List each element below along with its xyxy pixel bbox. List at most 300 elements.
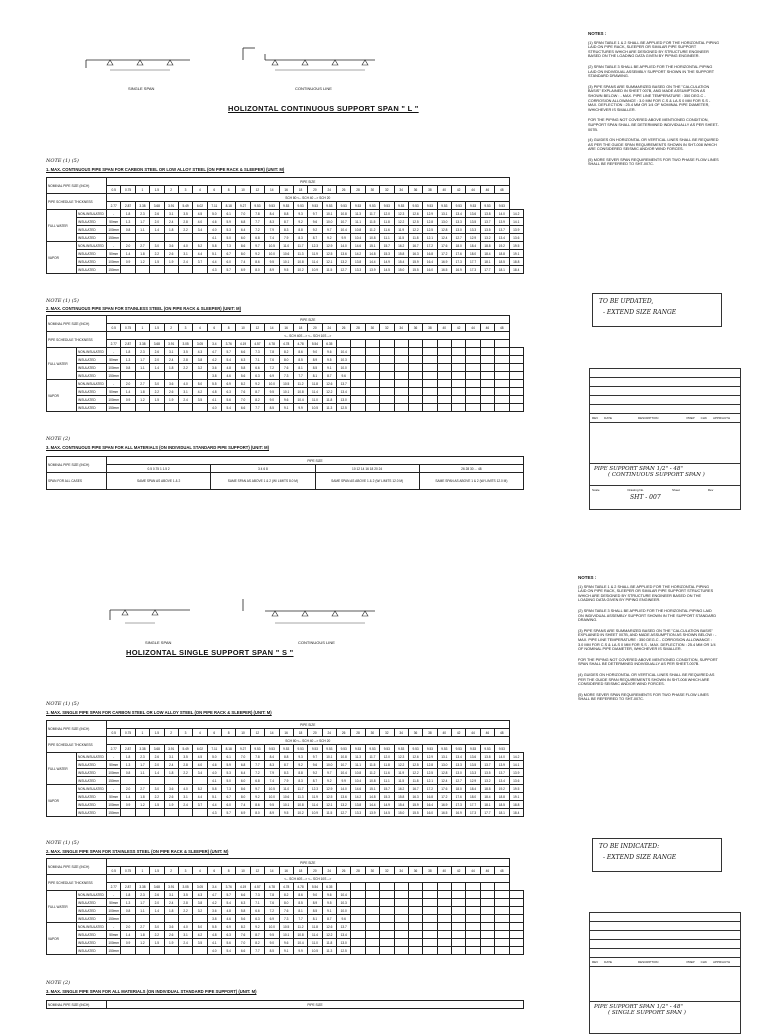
span-value-cell: 7.2 — [265, 907, 279, 915]
span-value-cell: 6.0 — [222, 258, 236, 266]
span-value-cell: 5.0 — [193, 923, 207, 931]
span-value-cell — [394, 891, 408, 899]
span-value-cell: 4.0 — [178, 785, 192, 793]
span-value-cell — [495, 939, 509, 947]
span-value-cell — [351, 364, 365, 372]
thickness-cell: 6.35 — [322, 883, 336, 891]
span-value-cell: 4.3 — [207, 266, 221, 274]
insulation-cell: INSULATED — [77, 258, 107, 266]
span-value-cell: 10.1 — [279, 801, 293, 809]
span-value-cell: 5.4 — [222, 947, 236, 955]
span-value-cell: 8.8 — [293, 226, 307, 234]
span-value-cell: 0.8 — [121, 364, 135, 372]
size-cell: 10 — [236, 867, 250, 875]
thickness-cell: 9.53 — [466, 745, 480, 753]
span-value-cell: 13.3 — [466, 769, 480, 777]
span-value-cell — [495, 899, 509, 907]
span-value-cell — [452, 380, 466, 388]
span-value-cell — [380, 947, 394, 955]
span-value-cell: 10.8 — [337, 753, 351, 761]
span-value-cell: 6.6 — [236, 947, 250, 955]
span-value-cell: 4.6 — [222, 372, 236, 380]
insulation-cell: INSULATED — [77, 218, 107, 226]
size-cell: 6 — [207, 867, 221, 875]
size-cell: 46 — [480, 867, 494, 875]
span-value-cell: 11.5 — [322, 809, 336, 817]
thickness-cell: 9.53 — [279, 745, 293, 753]
span-value-cell: 8.5 — [265, 404, 279, 412]
thickness-cell: 6.35 — [322, 340, 336, 348]
span-value-cell: 10.4 — [293, 396, 307, 404]
span-value-cell: 10.0 — [322, 218, 336, 226]
span-value-cell: 9.7 — [250, 242, 264, 250]
size-cell: 38 — [423, 867, 437, 875]
span-value-cell: 12.9 — [423, 210, 437, 218]
span-value-cell: 17.6 — [437, 785, 451, 793]
span-value-cell: 9.5 — [265, 388, 279, 396]
span-value-cell: 10.8 — [365, 234, 379, 242]
span-value-cell: 8.7 — [308, 234, 322, 242]
span-value-cell — [380, 380, 394, 388]
span-value-cell — [437, 396, 451, 404]
size-cell: 46 — [480, 186, 494, 194]
span-value-cell: 19.5 — [509, 242, 524, 250]
thickness-cell: 2.77 — [107, 745, 121, 753]
span-value-cell: 1.5 — [150, 258, 164, 266]
span-value-cell: 14.9 — [380, 258, 394, 266]
span-value-cell: 10.8 — [351, 226, 365, 234]
span-value-cell — [466, 372, 480, 380]
table-heading: 2. MAX. CONTINUOUS PIPE SPAN FOR STAINLESS STEEL (ON PIPE RACK & SLEEPER) (UNIT: M) — [46, 306, 241, 311]
insulation-thk-cell: 100mm — [108, 908, 119, 913]
insulation-cell: NON-INSULATED — [77, 210, 107, 218]
insulation-thk-cell: - — [107, 380, 121, 388]
insulation-thk-cell: 150mm — [108, 916, 119, 921]
size-cell: 24 — [322, 867, 336, 875]
size-cell: 26 — [337, 729, 351, 737]
span-value-cell: 1.9 — [164, 396, 178, 404]
span-value-cell: 2.8 — [178, 899, 192, 907]
size-cell: 40 — [437, 867, 451, 875]
size-cell: 1 — [135, 729, 149, 737]
size-cell: 16 — [279, 324, 293, 332]
span-value-cell — [466, 380, 480, 388]
span-value-cell: 12.5 — [322, 250, 336, 258]
span-value-cell: 1.2 — [135, 396, 149, 404]
nominal-size-cell: NOMINAL PIPE SIZE (INCH) — [47, 859, 107, 875]
span-value-cell — [351, 915, 365, 923]
thickness-cell: 9.53 — [322, 745, 336, 753]
span-value-cell: 12.4 — [437, 777, 451, 785]
span-value-cell: 16.9 — [437, 258, 451, 266]
span-value-cell — [509, 907, 524, 915]
span-value-cell: 1.8 — [164, 226, 178, 234]
span-value-cell — [466, 356, 480, 364]
span-value-cell: 12.8 — [437, 226, 451, 234]
span-value-cell: 9.9 — [337, 777, 351, 785]
span-value-cell: 4.6 — [207, 218, 221, 226]
span-value-cell — [351, 372, 365, 380]
size-cell: 8 — [222, 729, 236, 737]
span-value-cell: 16.4 — [423, 801, 437, 809]
span-value-cell: 12.2 — [394, 218, 408, 226]
span-value-cell: 2.6 — [150, 753, 164, 761]
span-value-cell — [452, 939, 466, 947]
span-value-cell: 1.8 — [121, 891, 135, 899]
span-value-cell: 3.0 — [150, 923, 164, 931]
span-value-cell: 9.2 — [293, 761, 307, 769]
span-value-cell: 1.9 — [164, 939, 178, 947]
group-cell: VAPOR — [47, 242, 77, 274]
span-value-cell — [509, 931, 524, 939]
span-value-cell: 4.8 — [222, 364, 236, 372]
span-value-cell — [466, 899, 480, 907]
span-value-cell: 3.1 — [178, 931, 192, 939]
span-value-cell — [121, 777, 135, 785]
thickness-cell — [408, 883, 422, 891]
span-value-cell: 9.2 — [250, 793, 264, 801]
note-ref: NOTE (2) — [46, 436, 71, 442]
span-value-cell — [178, 777, 192, 785]
thickness-cell: 3.05 — [178, 883, 192, 891]
thickness-cell: 2.77 — [107, 883, 121, 891]
span-value-cell: 9.2 — [250, 923, 264, 931]
span-value-cell: 9.0 — [308, 891, 322, 899]
span-value-cell — [150, 809, 164, 817]
sizes-cell: 3 4 6 8 — [211, 465, 315, 473]
span-value-cell: 9.3 — [293, 210, 307, 218]
span-value-cell — [408, 907, 422, 915]
span-value-cell: 10.4 — [337, 769, 351, 777]
span-value-cell — [193, 947, 207, 955]
size-cell: 14 — [265, 867, 279, 875]
size-cell: 28 — [351, 324, 365, 332]
insulation-thk-cell: 150mm — [108, 810, 119, 815]
span-value-cell: 5.2 — [193, 242, 207, 250]
span-value-cell: 3.5 — [178, 210, 192, 218]
size-cell: 6 — [207, 324, 221, 332]
span-value-cell — [495, 364, 509, 372]
size-cell: 24 — [322, 729, 336, 737]
span-value-cell: 5.1 — [207, 793, 221, 801]
span-value-cell: 12.9 — [466, 234, 480, 242]
span-value-cell — [423, 388, 437, 396]
span-value-cell: 14.5 — [380, 266, 394, 274]
span-value-cell: 8.6 — [250, 801, 264, 809]
span-value-cell — [437, 931, 451, 939]
span-value-cell: 11.3 — [351, 210, 365, 218]
size-cell: 46 — [480, 324, 494, 332]
size-cell: 12 — [250, 729, 264, 737]
span-value-cell: 9.6 — [279, 939, 293, 947]
span-value-cell: 18.4 — [509, 266, 524, 274]
thickness-cell: 9.53 — [351, 202, 365, 210]
span-value-cell: 8.3 — [293, 234, 307, 242]
span-value-cell — [423, 404, 437, 412]
size-cell: 0.75 — [121, 324, 135, 332]
span-value-cell: 8.8 — [279, 753, 293, 761]
span-value-cell: 2.3 — [135, 348, 149, 356]
span-value-cell — [408, 899, 422, 907]
span-value-cell: 14.5 — [380, 809, 394, 817]
span-value-cell: 8.2 — [279, 891, 293, 899]
thickness-cell: 4.78 — [265, 883, 279, 891]
pipe-size-cell: PIPE SIZE — [107, 178, 510, 186]
span-value-cell: 6.3 — [236, 356, 250, 364]
span-value-cell: 3.1 — [164, 348, 178, 356]
thickness-cell: 3.05 — [178, 340, 192, 348]
span-value-cell: 6.0 — [236, 234, 250, 242]
thickness-cell: 9.53 — [423, 745, 437, 753]
span-value-cell: 6.8 — [250, 234, 264, 242]
size-cell: 30 — [365, 729, 379, 737]
span-value-cell: 3.6 — [207, 364, 221, 372]
span-value-cell: 8.9 — [308, 356, 322, 364]
span-value-cell: 1.1 — [135, 769, 149, 777]
size-cell: 1 — [135, 324, 149, 332]
span-value-cell: 15.5 — [408, 266, 422, 274]
span-value-cell — [394, 396, 408, 404]
span-value-cell — [150, 777, 164, 785]
span-value-cell: 7.8 — [250, 753, 264, 761]
span-value-cell: 1.4 — [121, 250, 135, 258]
span-value-cell — [351, 939, 365, 947]
size-cell: 30 — [365, 867, 379, 875]
size-cell: 34 — [394, 867, 408, 875]
span-value-cell: 8.2 — [250, 939, 264, 947]
span-value-cell: 10.3 — [337, 899, 351, 907]
thickness-cell: 9.53 — [250, 745, 264, 753]
span-value-cell — [480, 931, 494, 939]
span-value-cell: 10.2 — [293, 809, 307, 817]
span-value-cell — [437, 915, 451, 923]
thickness-cell — [337, 340, 351, 348]
span-value-cell: 10.1 — [279, 258, 293, 266]
span-value-cell: 11.5 — [365, 761, 379, 769]
span-value-cell: 9.6 — [308, 218, 322, 226]
span-value-cell: 2.0 — [150, 899, 164, 907]
span-value-cell: 7.6 — [265, 899, 279, 907]
thickness-cell: 9.53 — [437, 202, 451, 210]
thickness-cell: 9.53 — [337, 202, 351, 210]
span-value-cell: 9.6 — [308, 761, 322, 769]
span-value-cell: 2.4 — [164, 218, 178, 226]
size-cell: 0.5 — [107, 324, 121, 332]
note-ref: NOTE (1) (5) — [46, 840, 79, 846]
span-value-cell: 3.0 — [150, 785, 164, 793]
span-value-cell: 9.2 — [308, 226, 322, 234]
group-cell: VAPOR — [47, 923, 77, 955]
span-value-cell: 18.4 — [466, 242, 480, 250]
size-cell: 6 — [207, 729, 221, 737]
span-value-cell: 19.2 — [495, 242, 509, 250]
span-value-cell: 6.9 — [236, 809, 250, 817]
span-value-cell: 10.1 — [279, 931, 293, 939]
group-cell: VAPOR — [47, 380, 77, 412]
span-value-cell: 7.0 — [236, 939, 250, 947]
span-value-cell: 3.8 — [207, 915, 221, 923]
span-value-cell: 6.9 — [265, 372, 279, 380]
span-value-cell: 6.6 — [250, 907, 264, 915]
span-value-cell: 8.1 — [308, 372, 322, 380]
span-value-cell — [178, 372, 192, 380]
span-value-cell: 18.1 — [480, 801, 494, 809]
span-value-cell — [423, 931, 437, 939]
span-value-cell: 0.9 — [121, 939, 135, 947]
span-value-cell: 13.4 — [495, 234, 509, 242]
span-value-cell: 1.8 — [135, 250, 149, 258]
span-value-cell — [452, 348, 466, 356]
span-value-cell: 18.8 — [495, 793, 509, 801]
thickness-cell: 3.76 — [222, 883, 236, 891]
span-value-cell: 3.2 — [193, 364, 207, 372]
span-value-cell: 7.4 — [265, 777, 279, 785]
thickness-cell — [437, 340, 451, 348]
span-value-cell — [437, 899, 451, 907]
span-value-cell: 1.5 — [150, 801, 164, 809]
span-value-cell: 8.6 — [250, 258, 264, 266]
size-cell: 28 — [351, 186, 365, 194]
thickness-cell: 9.53 — [351, 745, 365, 753]
span-value-cell: 7.3 — [222, 242, 236, 250]
span-value-cell: 13.8 — [480, 753, 494, 761]
span-value-cell — [408, 915, 422, 923]
size-cell: 40 — [437, 729, 451, 737]
span-value-cell: 10.8 — [351, 769, 365, 777]
span-value-cell: 12.7 — [337, 266, 351, 274]
size-cell: 30 — [365, 324, 379, 332]
size-cell: 20 — [308, 186, 322, 194]
size-cell: 4 — [193, 729, 207, 737]
span-value-cell: 5.7 — [222, 891, 236, 899]
continuous-line-label: CONTINUOUS LINE — [298, 640, 335, 645]
span-value-cell: 1.7 — [135, 761, 149, 769]
span-value-cell — [437, 388, 451, 396]
span-value-cell — [150, 404, 164, 412]
span-value-cell: 7.3 — [250, 348, 264, 356]
span-value-cell: 1.8 — [121, 210, 135, 218]
thickness-cell: 3.4 — [207, 340, 221, 348]
size-cell: 32 — [380, 186, 394, 194]
span-value-cell — [380, 923, 394, 931]
span-value-cell: 2.6 — [150, 891, 164, 899]
thickness-cell: 9.53 — [380, 202, 394, 210]
span-cell: SAME SPAN AS ABOVE 1 & 2 (W/ LIMITS 12.0 M) — [419, 473, 523, 490]
span-value-cell — [380, 899, 394, 907]
span-value-cell: 11.0 — [279, 785, 293, 793]
span-value-cell: 4.0 — [193, 218, 207, 226]
span-value-cell: 18.8 — [509, 258, 524, 266]
span-value-cell — [351, 907, 365, 915]
span-value-cell — [495, 891, 509, 899]
span-value-cell: 1.8 — [164, 907, 178, 915]
span-value-cell: 18.1 — [480, 258, 494, 266]
span-value-cell — [365, 899, 379, 907]
span-value-cell: 12.1 — [322, 258, 336, 266]
span-value-cell: 2.0 — [150, 218, 164, 226]
size-cell: 1.5 — [150, 867, 164, 875]
span-value-cell: 7.7 — [250, 947, 264, 955]
span-value-cell: 4.8 — [207, 388, 221, 396]
insulation-thk-cell: 100mm — [108, 940, 119, 945]
span-value-cell — [466, 947, 480, 955]
thickness-cell: 3.38 — [135, 883, 149, 891]
span-value-cell — [437, 907, 451, 915]
span-value-cell — [408, 380, 422, 388]
size-cell: 42 — [452, 186, 466, 194]
span-value-cell: 16.5 — [437, 266, 451, 274]
span-value-cell — [437, 372, 451, 380]
span-value-cell: 8.3 — [265, 761, 279, 769]
span-value-cell: 13.5 — [480, 769, 494, 777]
size-cell: 14 — [265, 729, 279, 737]
span-value-cell — [135, 234, 149, 242]
span-value-cell: 4.3 — [193, 348, 207, 356]
span-value-cell: 5.0 — [207, 210, 221, 218]
size-cell: 16 — [279, 186, 293, 194]
span-value-cell: 19.1 — [509, 793, 524, 801]
span-value-cell: 15.1 — [365, 785, 379, 793]
span-value-cell: 13.6 — [337, 250, 351, 258]
span-value-cell: 2.3 — [135, 891, 149, 899]
span-value-cell: 5.5 — [207, 380, 221, 388]
insulation-cell: INSULATED — [77, 266, 107, 274]
span-value-cell: 14.0 — [495, 210, 509, 218]
thickness-cell: 3.38 — [135, 745, 149, 753]
span-value-cell: 11.2 — [365, 769, 379, 777]
span-value-cell: 7.8 — [265, 891, 279, 899]
span-value-cell — [466, 396, 480, 404]
thickness-cell: 2.87 — [121, 340, 135, 348]
schedule-cell: PIPE SCHEDULE THICKNESS — [47, 875, 107, 891]
span-value-cell: 9.5 — [265, 801, 279, 809]
span-value-cell — [423, 372, 437, 380]
thickness-cell: 3.76 — [222, 340, 236, 348]
note-item: (2) SPAN TABLE 3 SHALL BE APPLIED FOR THE HORIZONTAL PIPING LAID ON INDIVIDUAL ASSEMBLY SUPPORT SHOWN IN THE SUPPORT STANDARD DRAWING. — [588, 64, 714, 79]
span-value-cell: 18.0 — [466, 250, 480, 258]
span-value-cell — [394, 380, 408, 388]
span-value-cell: 15.0 — [394, 809, 408, 817]
span-value-cell: 1.9 — [164, 801, 178, 809]
span-value-cell: 0.9 — [121, 801, 135, 809]
span-value-cell: 10.5 — [279, 380, 293, 388]
span-value-cell: 6.3 — [250, 372, 264, 380]
drawing-title: PIPE SUPPORT SPAN 1/2" - 48" ( CONTINUOUS SUPPORT SPAN ) — [590, 463, 740, 485]
note-item: (4) GUIDES ON HORIZONTAL OR VERTICAL LINES SHALL BE REQUIRED AS PER THE GUIDE SPAN REQUIREMENTS SHOWN IN SHT-008 WHICH ARE CONSIDERED SEISMIC AND/OR WIND FORCES. — [578, 672, 715, 687]
span-value-cell — [437, 947, 451, 955]
span-value-cell: 9.2 — [308, 769, 322, 777]
span-value-cell: 2.4 — [178, 258, 192, 266]
span-value-cell: 12.5 — [408, 218, 422, 226]
size-cell: 38 — [423, 186, 437, 194]
span-value-cell: 17.3 — [466, 266, 480, 274]
span-value-cell: 9.1 — [279, 947, 293, 955]
span-value-cell: 4.0 — [193, 761, 207, 769]
insulation-thk-cell: 50mm — [107, 250, 121, 258]
span-value-cell: 12.6 — [408, 753, 422, 761]
note-item: (1) SPAN TABLE 1 & 2 SHALL BE APPLIED FOR THE HORIZONTAL PIPING LAID ON PIPE RACK, SLEEPER OR SIMILAR PIPE SUPPORT STRUCTURES WHICH ARE DESIGNED BY STRUCTURE ENGINEER BASED ON THE LOADING DATA GIVEN BY PIPING ENGINEER. — [578, 584, 714, 603]
span-value-cell: 14.8 — [365, 793, 379, 801]
page-title: HOLIZONTAL SINGLE SUPPORT SPAN " S " — [126, 648, 294, 657]
span-value-cell: 10.0 — [265, 380, 279, 388]
span-value-cell: 16.8 — [423, 793, 437, 801]
span-value-cell: 3.7 — [193, 801, 207, 809]
span-value-cell: 4.0 — [207, 404, 221, 412]
span-value-cell: 17.7 — [480, 266, 494, 274]
span-value-cell — [193, 404, 207, 412]
span-value-cell: 6.9 — [265, 915, 279, 923]
size-cell: 36 — [408, 867, 422, 875]
